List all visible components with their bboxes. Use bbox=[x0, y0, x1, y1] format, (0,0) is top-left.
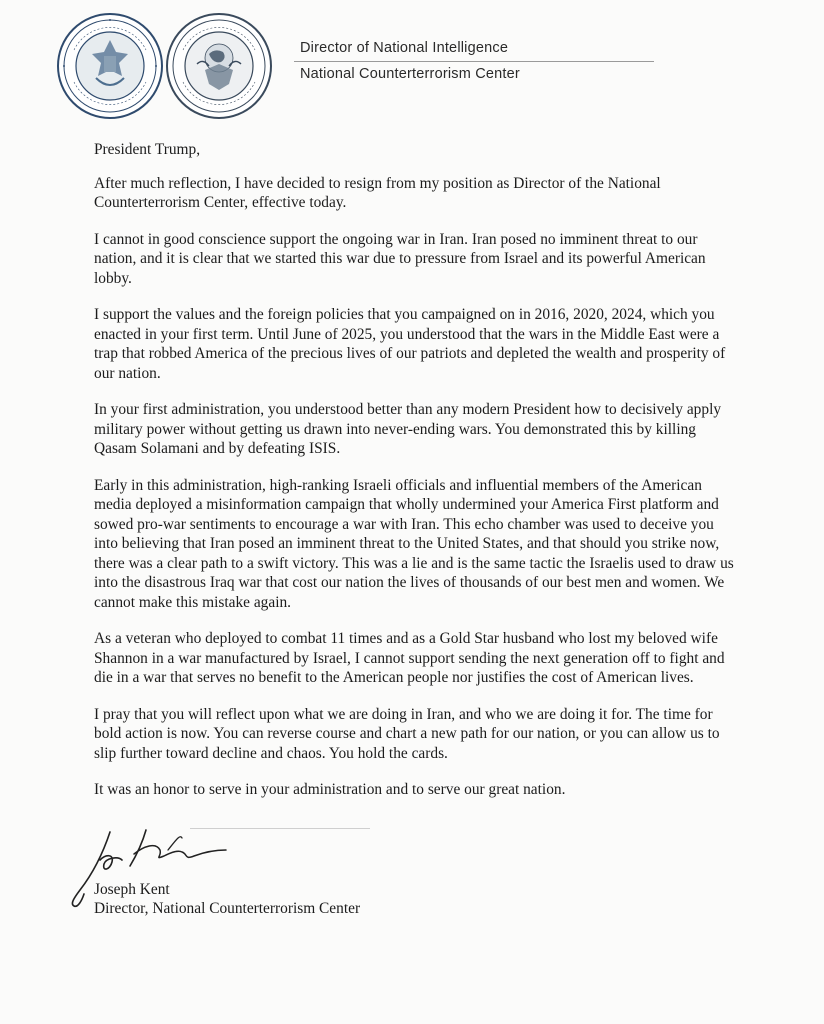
signer-name: Joseph Kent bbox=[94, 881, 170, 898]
odni-seal-icon bbox=[56, 12, 164, 120]
center-name: National Counterterrorism Center bbox=[300, 66, 520, 82]
agency-name: Director of National Intelligence bbox=[300, 40, 509, 56]
signer-title: Director, National Counterterrorism Center bbox=[94, 900, 361, 917]
salutation: President Trump, bbox=[94, 141, 201, 158]
paragraph: As a veteran who deployed to combat 11 times and as a Gold Star husband who lost my beloved wife Shannon in a war manufactured by Israel, I cannot support sending the next generation off to fight and die in a war that serves no benefit to the American people nor justifies the cost of American lives. bbox=[94, 630, 725, 686]
letterhead-rule bbox=[294, 61, 654, 62]
nctc-seal-icon bbox=[165, 12, 273, 120]
closing-paragraph: It was an honor to serve in your administration and to serve our great nation. bbox=[94, 781, 566, 798]
signature-block bbox=[94, 880, 360, 918]
paragraph: After much reflection, I have decided to resign from my position as Director of the National Counterterrorism Center, effective today. bbox=[94, 174, 661, 211]
paragraph: In your first administration, you understood better than any modern President how to decisively apply military power without getting us drawn into never-ending wars. You demonstrated this by killing Qasam Solamani and by defeating ISIS. bbox=[94, 401, 722, 457]
paragraph: I support the values and the foreign policies that you campaigned on in 2016, 2020, 2024, which you enacted in your first term. Until June of 2025, you understood that the wars in the Middle East were a trap that robbed America of the precious lives of our patriots and depleted the wealth and prosperity of our nation. bbox=[94, 306, 726, 382]
paragraph: Early in this administration, high-ranking Israeli officials and influential members of the American media deployed a misinformation campaign that wholly undermined your America First platform and sowed pro-war sentiments to encourage a war with Iran. This echo chamber was used to deceive you into believing that Iran posed an imminent threat to the United States, and that should you strike now, there was a clear path to a swift victory. This was a lie and is the same tactic the Israelis used to draw us into the disastrous Iraq war that cost our nation the lives of thousands of our best men and women. We cannot make this mistake again. bbox=[94, 476, 734, 611]
paragraph: I pray that you will reflect upon what we are doing in Iran, and who we are doing it for. The time for bold action is now. You can reverse course and chart a new path for our nation, or you can allow us to slip further toward decline and chaos. You hold the cards. bbox=[94, 705, 720, 762]
paragraph: I cannot in good conscience support the ongoing war in Iran. Iran posed no imminent threat to our nation, and it is clear that we started this war due to pressure from Israel and its powerful American lobby. bbox=[94, 230, 706, 287]
letter-body bbox=[94, 140, 734, 817]
